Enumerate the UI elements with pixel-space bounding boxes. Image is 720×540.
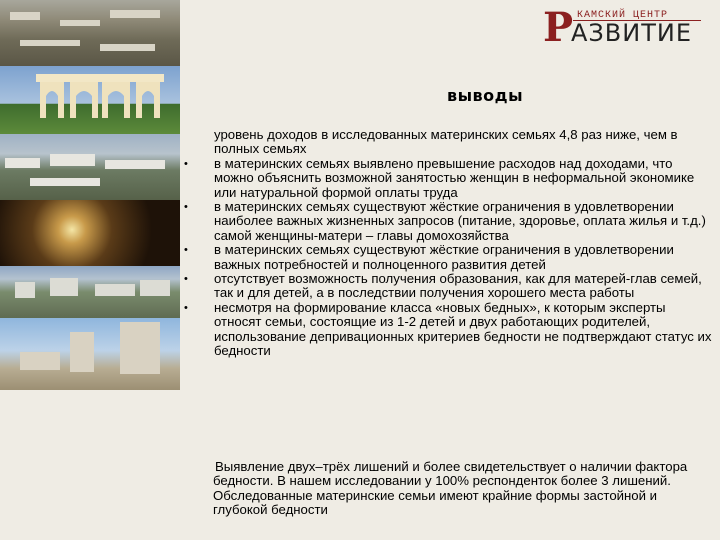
list-item-text: уровень доходов в исследованных материнских семьях 4,8 раз ниже, чем в полных семьях <box>214 127 678 157</box>
town-panorama-photo <box>0 266 180 318</box>
bullet-marker: • <box>184 301 188 314</box>
slide-title: выводы <box>446 86 524 105</box>
bullet-marker: • <box>184 157 188 170</box>
list-item-text: в материнских семьях существуют жёсткие ограничения в удовлетворении наиболее важных жизненных запросов (питание, здоровье, оплата жилья и т.д.) самой женщины-матери – главы домохозяйства <box>214 199 706 243</box>
list-item-text: отсутствует возможность получения образования, как для матерей-глав семей, так и для детей, а в последствии получения хорошего места работы <box>214 271 702 301</box>
list-item-text: в материнских семьях выявлено превышение расходов над доходами, что можно объяснить возможной занятостью женщин в неформальной экономике или натуральной формой оплаты труда <box>214 155 695 200</box>
residential-district-photo <box>0 134 180 200</box>
bullet-marker: • <box>184 244 188 257</box>
night-city-photo <box>0 200 180 266</box>
list-item <box>183 243 713 272</box>
bullet-marker: • <box>184 201 188 214</box>
list-item <box>183 301 713 359</box>
logo-letter-r: Р <box>543 4 574 51</box>
arch-shape <box>36 74 164 118</box>
highrise-buildings-photo <box>0 318 180 390</box>
list-item <box>183 200 713 243</box>
list-item-text: несмотря на формирование класса «новых бедных», к которым эксперты относят семьи, состоящие из 1-2 детей и двух работающих родителей, использование депривационных критериев бедности не подтверждают статус их бедности <box>214 299 712 359</box>
arch-monument-photo <box>0 66 180 134</box>
logo <box>543 4 703 51</box>
bullet-marker: • <box>184 273 188 286</box>
list-item-text: в материнских семьях существуют жёсткие ограничения в удовлетворении важных потребностей и полноценного развития детей <box>214 242 674 272</box>
logo-top-text: КАМСКИЙ ЦЕНТР <box>577 10 669 21</box>
list-item <box>183 128 713 157</box>
list-item <box>183 157 713 200</box>
list-item <box>183 272 713 301</box>
logo-wordmark: АЗВИТИЕ <box>571 19 692 47</box>
summary-paragraph: Выявление двух–трёх лишений и более свидетельствует о наличии фактора бедности. В нашем исследовании у 100% респонденток более 3 лишений. Обследованные материнские семьи имеют крайние формы застойной и глубокой бедности <box>213 459 688 518</box>
city-aerial-photo <box>0 0 180 66</box>
photo-strip <box>0 0 180 390</box>
conclusions-list <box>183 128 713 359</box>
